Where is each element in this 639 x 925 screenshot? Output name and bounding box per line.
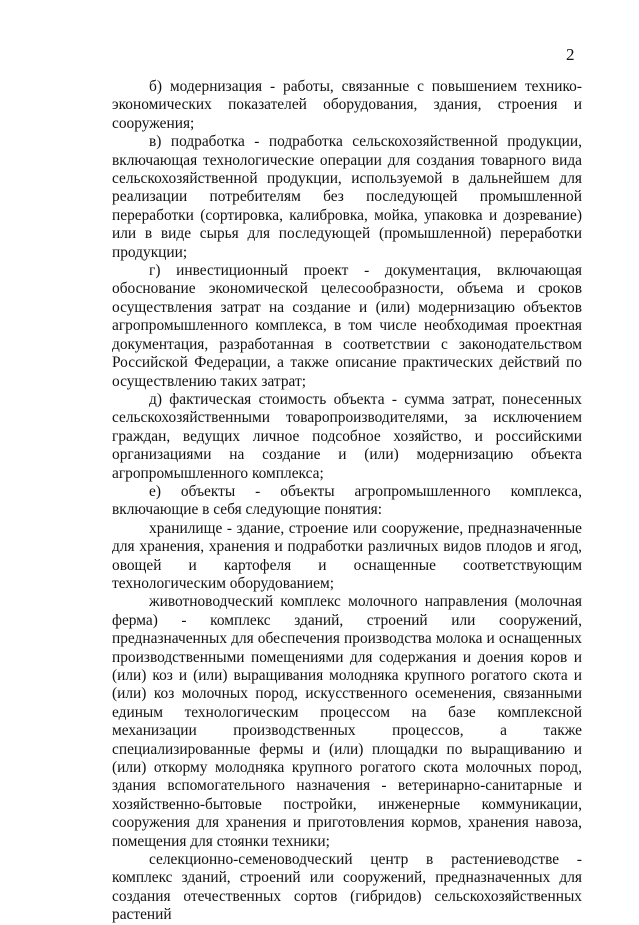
page-number: 2 <box>566 45 575 64</box>
paragraph-breeding-center-definition: селекционно-семеноводческий центр в растениеводстве - комплекс зданий, строений или сооружений, предназначенных для создания отечественных сортов (гибридов) сельскохозяйственных растений <box>112 851 582 924</box>
paragraph-dairy-complex-definition: животноводческий комплекс молочного направления (молочная ферма) - комплекс зданий, строений или сооружений, предназначенных для обеспечения производства молока и оснащенных производственными помещениями для содержания и доения коров и (или) коз и (или) выращивания молодняка крупного рогатого скота и (или) коз молочных пород, искусственного осеменения, связанными единым технологическим процессом на базе комплексной механизации производственных процессов, а также специализированные фермы и (или) площадки по выращиванию и (или) откорму молодняка крупного рогатого скота молочных пород, здания вспомогательного назначения - ветеринарно-санитарные и хозяйственно-бытовые постройки, инженерные коммуникации, сооружения для хранения и приготовления кормов, хранения навоза, помещения для стоянки техники; <box>112 593 582 850</box>
document-body <box>112 78 582 925</box>
paragraph-d-actual-cost: д) фактическая стоимость объекта - сумма затрат, понесенных сельскохозяйственными товаропроизводителями, за исключением граждан, ведущих личное подсобное хозяйство, и российскими организациями на создание и (или) модернизацию объекта агропромышленного комплекса; <box>112 390 582 482</box>
paragraph-e-objects: е) объекты - объекты агропромышленного комплекса, включающие в себя следующие понятия: <box>112 482 582 519</box>
paragraph-storage-definition: хранилище - здание, строение или сооружение, предназначенные для хранения, хранения и подработки различных видов плодов и ягод, овощей и картофеля и оснащенные соответствующим технологическим оборудованием; <box>112 519 582 592</box>
paragraph-v-processing: в) подработка - подработка сельскохозяйственной продукции, включающая технологические операции для создания товарного вида сельскохозяйственной продукции, используемой в дальнейшем для реализации потребителям без последующей промышленной переработки (сортировка, калибровка, мойка, упаковка и дозревание) или в виде сырья для последующей (промышленной) переработки продукции; <box>112 133 582 261</box>
paragraph-b-modernization: б) модернизация - работы, связанные с повышением технико-экономических показателей оборудования, здания, строения и сооружения; <box>112 78 582 132</box>
paragraph-g-investment-project: г) инвестиционный проект - документация, включающая обоснование экономической целесообразности, объема и сроков осуществления затрат на создание и (или) модернизацию объектов агропромышленного комплекса, в том числе необходимая проектная документация, разработанная в соответствии с законодательством Российской Федерации, а также описание практических действий по осуществлению таких затрат; <box>112 262 582 390</box>
